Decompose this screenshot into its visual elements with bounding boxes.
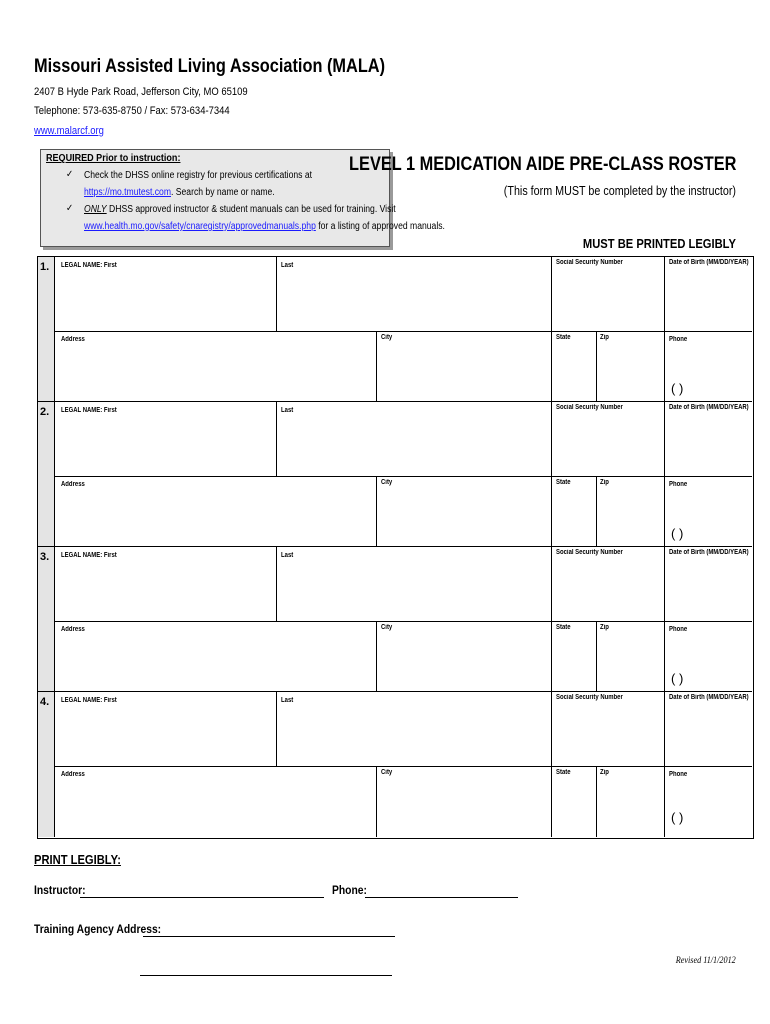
city-field[interactable]: City — [381, 479, 393, 486]
must-print-legibly: MUST BE PRINTED LEGIBLY — [582, 236, 736, 251]
city-field[interactable]: City — [381, 624, 393, 631]
city-field[interactable]: City — [381, 769, 393, 776]
roster-title: LEVEL 1 MEDICATION AIDE PRE-CLASS ROSTER — [348, 154, 736, 175]
state-field[interactable]: State — [556, 334, 571, 341]
phone-area-code-parens: ( ) — [671, 526, 684, 541]
entry-number: 2. — [40, 406, 50, 418]
requirement-item-1-after: . Search by name or name. — [170, 187, 275, 198]
last-name-field[interactable]: Last — [281, 262, 294, 269]
training-agency-address-field[interactable] — [143, 936, 395, 937]
organization-address: 2407 B Hyde Park Road, Jefferson City, MO 65109 — [34, 86, 248, 98]
phone-label: Phone: — [332, 883, 367, 897]
dob-field[interactable]: Date of Birth (MM/DD/YEAR) — [669, 549, 749, 556]
legal-first-name-field[interactable]: LEGAL NAME: First — [61, 697, 117, 704]
entry-number: 3. — [40, 551, 50, 563]
zip-field[interactable]: Zip — [600, 769, 609, 776]
registry-link[interactable]: https://mo.tmutest.com — [84, 187, 171, 198]
requirement-item-2-cont — [84, 221, 445, 232]
organization-name: Missouri Assisted Living Association (MALA) — [34, 56, 386, 77]
requirement-item-1 — [84, 170, 312, 181]
instructor-phone-field[interactable] — [365, 897, 518, 898]
legal-first-name-field[interactable]: LEGAL NAME: First — [61, 262, 117, 269]
requirements-title: REQUIRED Prior to instruction: — [46, 152, 181, 164]
phone-field[interactable]: Phone — [669, 481, 688, 488]
approved-manuals-link[interactable]: www.health.mo.gov/safety/cnaregistry/approvedmanuals.php — [84, 221, 316, 232]
requirement-item-2-text: DHSS approved instructor & student manuals can be used for training. Visit — [106, 204, 396, 215]
roster-entry — [38, 692, 752, 837]
last-name-field[interactable]: Last — [281, 407, 294, 414]
organization-website-link[interactable]: www.malarcf.org — [34, 125, 104, 137]
phone-field[interactable]: Phone — [669, 626, 688, 633]
legal-first-name-field[interactable]: LEGAL NAME: First — [61, 407, 117, 414]
requirement-item-2-emphasis: ONLY — [84, 204, 107, 215]
requirement-item-2-after: for a listing of approved manuals. — [315, 221, 445, 232]
roster-entry — [38, 547, 752, 692]
roster-entry — [38, 402, 752, 547]
state-field[interactable]: State — [556, 769, 571, 776]
roster-table — [37, 256, 754, 839]
training-agency-address-field-2[interactable] — [140, 975, 392, 976]
phone-area-code-parens: ( ) — [671, 381, 684, 396]
last-name-field[interactable]: Last — [281, 697, 294, 704]
phone-field[interactable]: Phone — [669, 336, 688, 343]
state-field[interactable]: State — [556, 624, 571, 631]
phone-area-code-parens: ( ) — [671, 671, 684, 686]
phone-field[interactable]: Phone — [669, 771, 688, 778]
check-mark-icon: ✓ — [66, 169, 74, 180]
ssn-field[interactable]: Social Security Number — [556, 404, 623, 411]
ssn-field[interactable]: Social Security Number — [556, 694, 623, 701]
state-field[interactable]: State — [556, 479, 571, 486]
roster-subtitle: (This form MUST be completed by the instructor) — [503, 184, 736, 198]
entry-number: 1. — [40, 261, 50, 273]
revision-date: Revised 11/1/2012 — [676, 956, 736, 966]
last-name-field[interactable]: Last — [281, 552, 294, 559]
address-field[interactable]: Address — [61, 771, 85, 778]
entry-number-column — [38, 547, 55, 692]
organization-phone-fax: Telephone: 573-635-8750 / Fax: 573-634-7344 — [34, 105, 230, 117]
roster-entry — [38, 257, 752, 402]
address-field[interactable]: Address — [61, 481, 85, 488]
address-field[interactable]: Address — [61, 336, 85, 343]
dob-field[interactable]: Date of Birth (MM/DD/YEAR) — [669, 694, 749, 701]
entry-number: 4. — [40, 696, 50, 708]
requirement-item-1-text: Check the DHSS online registry for previous certifications at — [84, 170, 313, 181]
check-mark-icon: ✓ — [66, 203, 74, 214]
phone-area-code-parens: ( ) — [671, 810, 684, 825]
entry-number-column — [38, 402, 55, 547]
requirement-item-2 — [84, 204, 396, 215]
city-field[interactable]: City — [381, 334, 393, 341]
entry-number-column — [38, 257, 55, 402]
instructor-label: Instructor: — [34, 883, 86, 897]
dob-field[interactable]: Date of Birth (MM/DD/YEAR) — [669, 259, 749, 266]
ssn-field[interactable]: Social Security Number — [556, 549, 623, 556]
entry-number-column — [38, 692, 55, 837]
dob-field[interactable]: Date of Birth (MM/DD/YEAR) — [669, 404, 749, 411]
zip-field[interactable]: Zip — [600, 334, 609, 341]
zip-field[interactable]: Zip — [600, 479, 609, 486]
print-legibly-heading: PRINT LEGIBLY: — [34, 852, 121, 867]
legal-first-name-field[interactable]: LEGAL NAME: First — [61, 552, 117, 559]
zip-field[interactable]: Zip — [600, 624, 609, 631]
requirement-item-1-cont — [84, 187, 275, 198]
training-agency-address-label: Training Agency Address: — [34, 922, 162, 936]
instructor-field[interactable] — [80, 897, 324, 898]
ssn-field[interactable]: Social Security Number — [556, 259, 623, 266]
address-field[interactable]: Address — [61, 626, 85, 633]
